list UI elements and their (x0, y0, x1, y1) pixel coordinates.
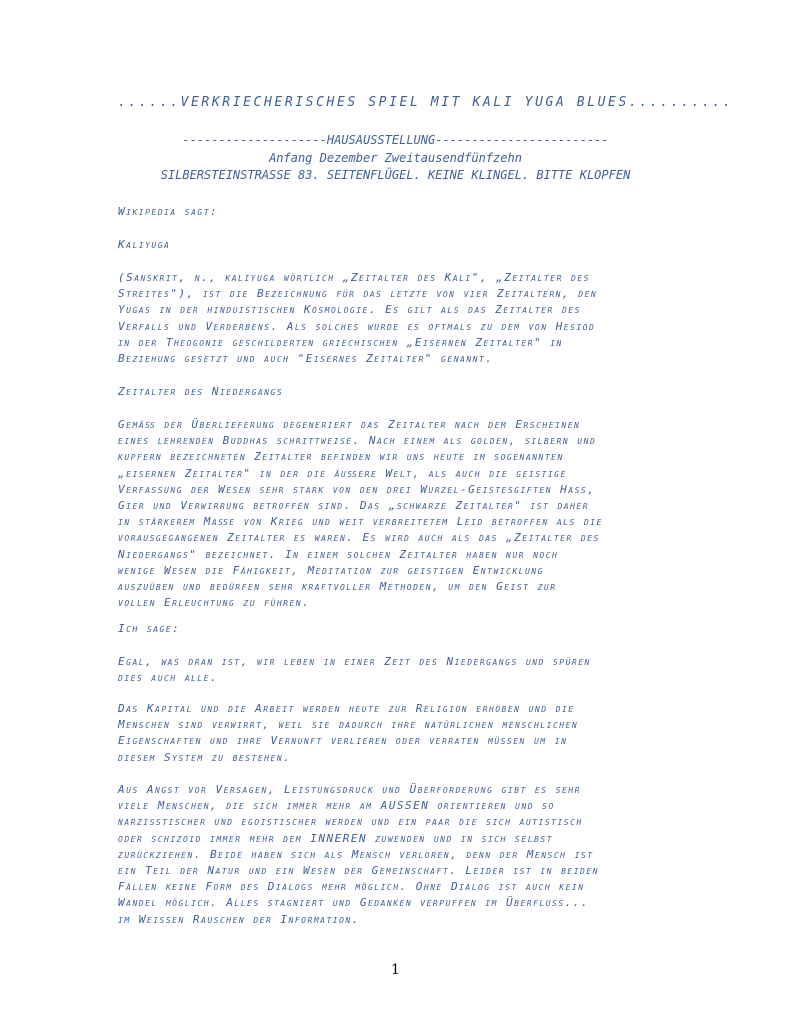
page-number: 1 (391, 962, 400, 978)
text-line: vollen Erleuchtung zu führen. (118, 596, 311, 610)
text-line: Wandel möglich. Alles stagniert und Gedanken verpuffen im Überfluss... (118, 896, 590, 910)
text-line: (Sanskrit, n., kaliyuga wörtlich „Zeitalter des Kali", „Zeitalter des (118, 271, 590, 284)
text-line: Niedergangs" bezeichnet. In einem solchen Zeitalter haben nur noch (118, 547, 559, 561)
address-line: SILBERSTEINSTRASSE 83. SEITENFLÜGEL. KEINE KLINGEL. BITTE KLOPFEN (160, 168, 631, 182)
text-line: oder schizoid immer mehr dem INNEREN zuwenden und in sich selbst (118, 831, 553, 845)
text-line: Streites"), ist die Bezeichnung für das letzte von vier Zeitaltern, den (118, 287, 598, 301)
text-line: Verfassung der Wesen sehr stark von den drei Wurzel-Geistesgiften Hass, (118, 482, 596, 496)
section-heading: Zeitalter des Niedergangs (118, 385, 284, 398)
text-line: Fällen keine Form des Dialogs mehr möglich. Ohne Dialog ist auch kein (118, 880, 585, 894)
text-line: Gemäß der Überlieferung degeneriert das Zeitalter nach dem Erscheinen (118, 418, 581, 431)
text-line: auszuüben und bedürfen sehr kraftvoller Methoden, um den Geist zur (118, 580, 557, 594)
text-line: viele Menschen, die sich immer mehr am AUSSEN orientieren und so (118, 799, 555, 813)
text-line: kupfern bezeichneten Zeitalter befinden wir uns heute im sogenannten (118, 450, 564, 464)
paragraph-3 (118, 782, 599, 928)
text-line: Beziehung gesetzt und auch "Eisernes Zeitalter" genannt. (118, 352, 494, 366)
text-line: dies auch alle. (118, 671, 219, 685)
text-line: eines lehrenden Buddhas schrittweise. Nach einem als golden, silbern und (118, 434, 597, 448)
text-line: „eisernen Zeitalter" in der die äußere Welt, als auch die geistige (118, 466, 567, 480)
text-line: Yugas in der hinduistischen Kosmologie. Es gilt als das Zeitalter des (118, 303, 581, 317)
exhibition-subtitle: --------------------HAUSAUSSTELLUNG------------------------ (182, 133, 609, 147)
text-line: Das Kapital und die Arbeit werden heute zur Religion erhoben und die (118, 702, 575, 715)
text-line: in der Theogonie geschilderten griechischen „Eisernen Zeitalter" in (118, 335, 563, 349)
document-title: ......VERKRIECHERISCHES SPIEL MIT KALI YUGA BLUES.......... (118, 95, 734, 110)
text-line: Aus Angst vor Versagen, Leistungsdruck und Überforderung gibt es sehr (118, 783, 581, 796)
definition-paragraph (118, 270, 597, 367)
text-line: Menschen sind verwirrt, weil sie dadurch ihre natürlichen menschlichen (118, 718, 579, 732)
text-line: ein Teil der Natur und ein Wesen der Gemeinschaft. Leider ist in beiden (118, 864, 599, 878)
text-line: Egal, was dran ist, wir leben in einer Zeit des Niedergangs und spüren (118, 655, 591, 668)
text-line: Eigenschaften und ihre Vernunft verlieren oder verraten müssen um in (118, 734, 568, 748)
wiki-intro: Wikipedia sagt: (118, 205, 219, 218)
paragraph-2 (118, 701, 578, 766)
ich-sage-heading: Ich sage: (118, 622, 181, 635)
text-line: wenige Wesen die Fähigkeit, Meditation zur geistigen Entwicklung (118, 563, 544, 577)
decline-paragraph (118, 417, 603, 611)
term-heading: Kaliyuga (118, 238, 171, 251)
paragraph-1 (118, 654, 591, 686)
text-line: zurückziehen. Beide haben sich als Mensch verloren, denn der Mensch ist (118, 847, 594, 861)
text-line: vorausgegangenen Zeitalter es waren. Es wird auch als das „Zeitalter des (118, 531, 600, 545)
text-line: im Weissen Rauschen der Information. (118, 912, 360, 926)
date-line: Anfang Dezember Zweitausendfünfzehn (269, 151, 522, 165)
text-line: Verfalls und Verderbens. Als solches wurde es oftmals zu dem von Hesiod (118, 319, 596, 333)
text-line: narzisstischer und egoistischer werden und ein paar die sich autistisch (118, 815, 583, 829)
text-line: in stärkerem Maße von Krieg und weit verbreitetem Leid betroffen als die (118, 515, 603, 529)
text-line: diesem System zu bestehen. (118, 750, 292, 764)
text-line: Gier und Verwirrung betroffen sind. Das „schwarze Zeitalter" ist daher (118, 499, 590, 513)
